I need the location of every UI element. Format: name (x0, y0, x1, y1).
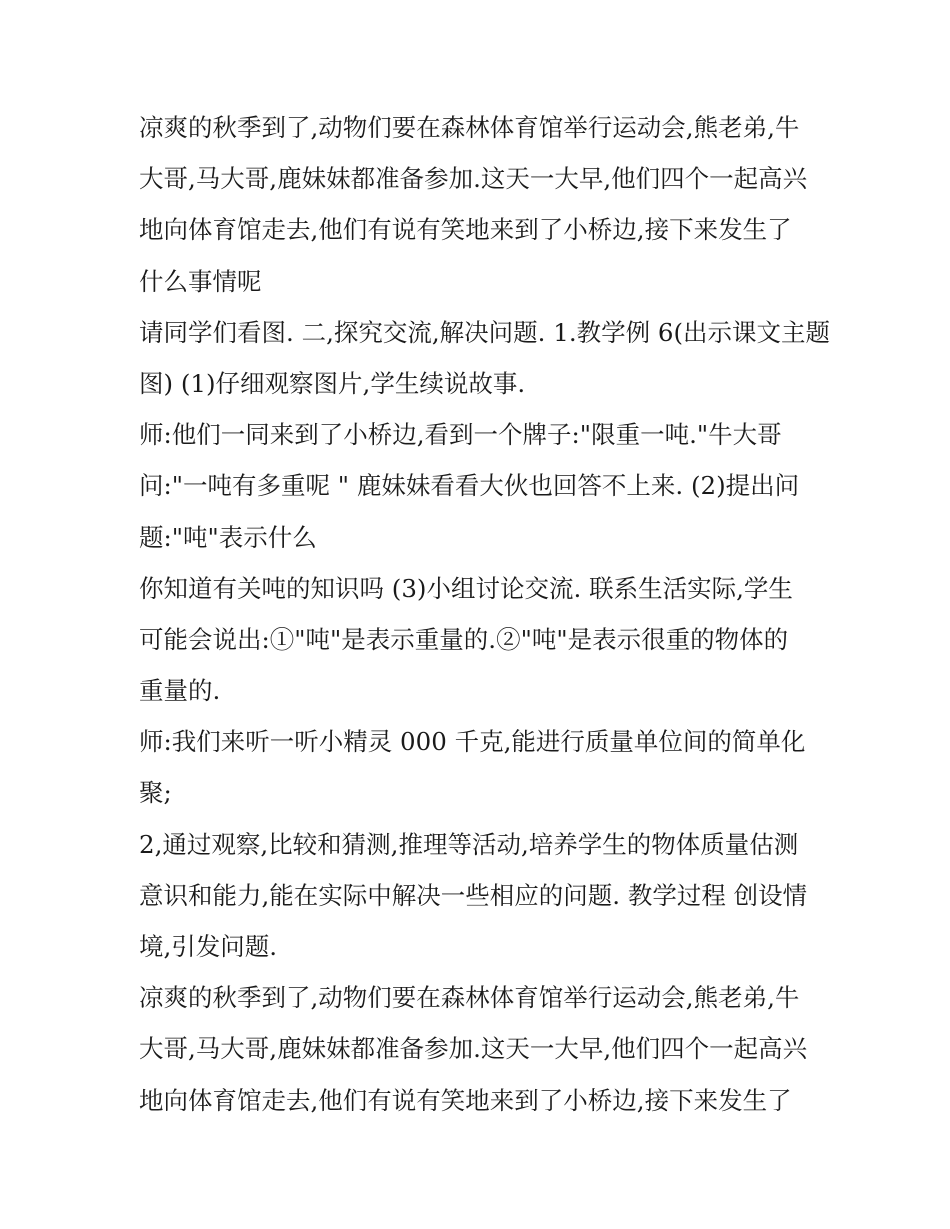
text-line: 重量的. (139, 676, 221, 706)
text-line: 地向体育馆走去,他们有说有笑地来到了小桥边,接下来发生了 (139, 215, 792, 245)
text-line: 意识和能力,能在实际中解决一些相应的问题. 教学过程 创设情 (139, 880, 808, 910)
text-line: 大哥,马大哥,鹿妹妹都准备参加.这天一大早,他们四个一起高兴 (139, 1034, 808, 1064)
text-line: 问:"一吨有多重呢 " 鹿妹妹看看大伙也回答不上来. (2)提出问 (139, 471, 800, 501)
text-line: 地向体育馆走去,他们有说有笑地来到了小桥边,接下来发生了 (139, 1085, 792, 1115)
text-line: 大哥,马大哥,鹿妹妹都准备参加.这天一大早,他们四个一起高兴 (139, 164, 808, 194)
text-line: 师:我们来听一听小精灵 000 千克,能进行质量单位间的简单化 (139, 727, 806, 757)
document-body (139, 102, 831, 1126)
text-line: 可能会说出:①"吨"是表示重量的.②"吨"是表示很重的物体的 (139, 624, 789, 654)
text-line: 你知道有关吨的知识吗 (3)小组讨论交流. 联系生活实际,学生 (139, 573, 793, 603)
text-line: 境,引发问题. (139, 932, 278, 961)
text-line: 图) (1)仔细观察图片,学生续说故事. (139, 368, 526, 398)
text-line: 师:他们一同来到了小桥边,看到一个牌子:"限重一吨."牛大哥 (139, 420, 782, 450)
text-line: 什么事情呢 (139, 266, 262, 296)
text-line: 2,通过观察,比较和猜测,推理等活动,培养学生的物体质量估测 (139, 829, 799, 859)
text-line: 题:"吨"表示什么 (139, 522, 317, 552)
text-line: 聚; (139, 778, 172, 808)
text-line: 凉爽的秋季到了,动物们要在森林体育馆举行运动会,熊老弟,牛 (139, 113, 800, 142)
text-line: 凉爽的秋季到了,动物们要在森林体育馆举行运动会,熊老弟,牛 (139, 983, 800, 1013)
text-line: 请同学们看图. 二,探究交流,解决问题. 1.教学例 6(出示课文主题 (139, 317, 831, 347)
